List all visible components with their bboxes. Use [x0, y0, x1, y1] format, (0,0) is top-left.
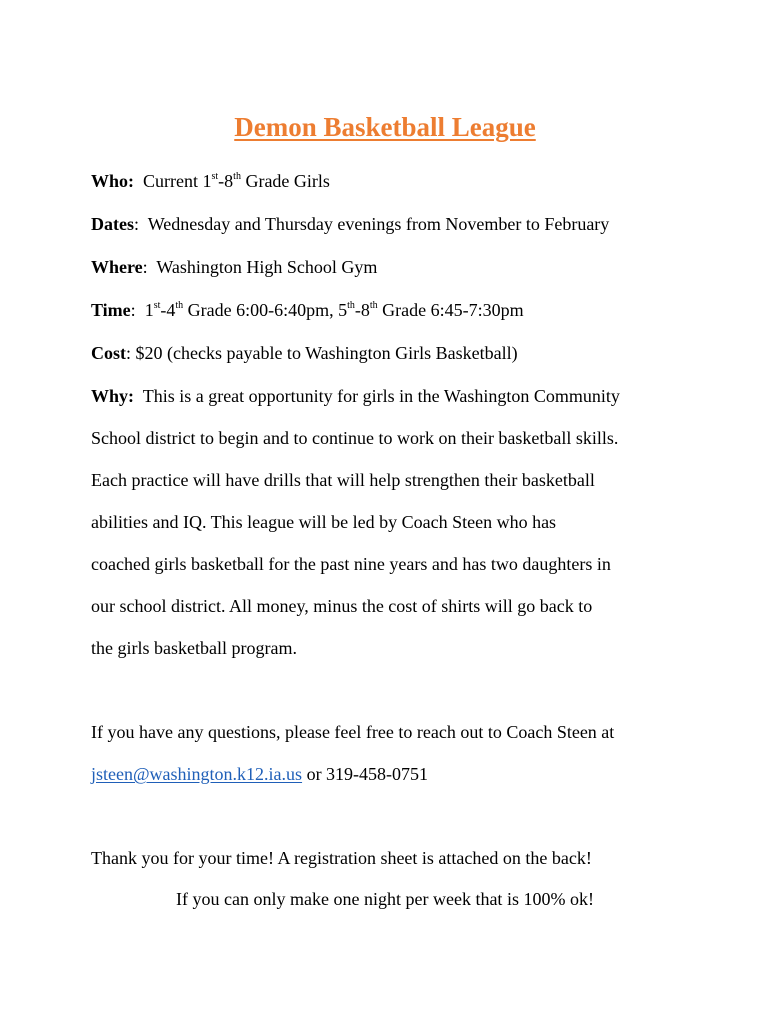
cost-label: Cost	[91, 343, 126, 363]
who-line	[91, 170, 330, 192]
why-text: This is a great opportunity for girls in the Washington Community	[142, 386, 620, 406]
dates-line	[91, 213, 609, 235]
who-pre: Current 1	[143, 171, 212, 191]
why-line-7: the girls basketball program.	[91, 638, 297, 658]
who-label: Who:	[91, 171, 135, 191]
time-sup-b: th	[175, 300, 184, 311]
who-post: Grade Girls	[240, 171, 330, 191]
email-link[interactable]: jsteen@washington.k12.ia.us	[91, 764, 303, 784]
who-sup-1: st	[211, 171, 219, 182]
time-e: Grade 6:45-7:30pm	[377, 300, 524, 320]
dates-label: Dates	[91, 214, 134, 234]
where-label: Where	[91, 257, 143, 277]
page-title: Demon Basketball League	[234, 112, 536, 142]
contact-line: If you have any questions, please feel free to reach out to Coach Steen at	[91, 722, 615, 742]
time-c: Grade 6:00-6:40pm, 5	[183, 300, 348, 320]
time-line	[91, 299, 524, 321]
cost-line	[91, 342, 518, 364]
note-line: If you can only make one night per week that is 100% ok!	[176, 889, 594, 909]
phone-text: or 319-458-0751	[302, 764, 429, 784]
contact-email-line	[91, 763, 428, 785]
time-d: -8	[354, 300, 370, 320]
time-sup-a: st	[153, 300, 161, 311]
time-sup-c: th	[347, 300, 355, 311]
why-line-5: coached girls basketball for the past nine years and has two daughters in	[91, 554, 611, 574]
time-a: 1	[144, 300, 154, 320]
cost-text: : $20 (checks payable to Washington Girls Basketball)	[126, 343, 518, 363]
who-sup-2: th	[233, 171, 241, 182]
why-line-4: abilities and IQ. This league will be led by Coach Steen who has	[91, 512, 557, 532]
why-line-6: our school district. All money, minus the cost of shirts will go back to	[91, 596, 593, 616]
time-label: Time	[91, 300, 131, 320]
thanks-line: Thank you for your time! A registration sheet is attached on the back!	[91, 848, 592, 868]
who-mid: -8	[218, 171, 234, 191]
time-sup-d: th	[369, 300, 378, 311]
time-colon: :	[130, 300, 136, 320]
where-line	[91, 256, 377, 278]
where-text: Washington High School Gym	[156, 257, 378, 277]
why-line-1	[91, 385, 620, 407]
why-line-2: School district to begin and to continue to work on their basketball skills.	[91, 428, 619, 448]
dates-text: Wednesday and Thursday evenings from November to February	[147, 214, 610, 234]
why-line-3: Each practice will have drills that will help strengthen their basketball	[91, 470, 595, 490]
where-colon: :	[142, 257, 148, 277]
time-b: -4	[160, 300, 176, 320]
why-label: Why:	[91, 386, 135, 406]
dates-colon: :	[134, 214, 140, 234]
